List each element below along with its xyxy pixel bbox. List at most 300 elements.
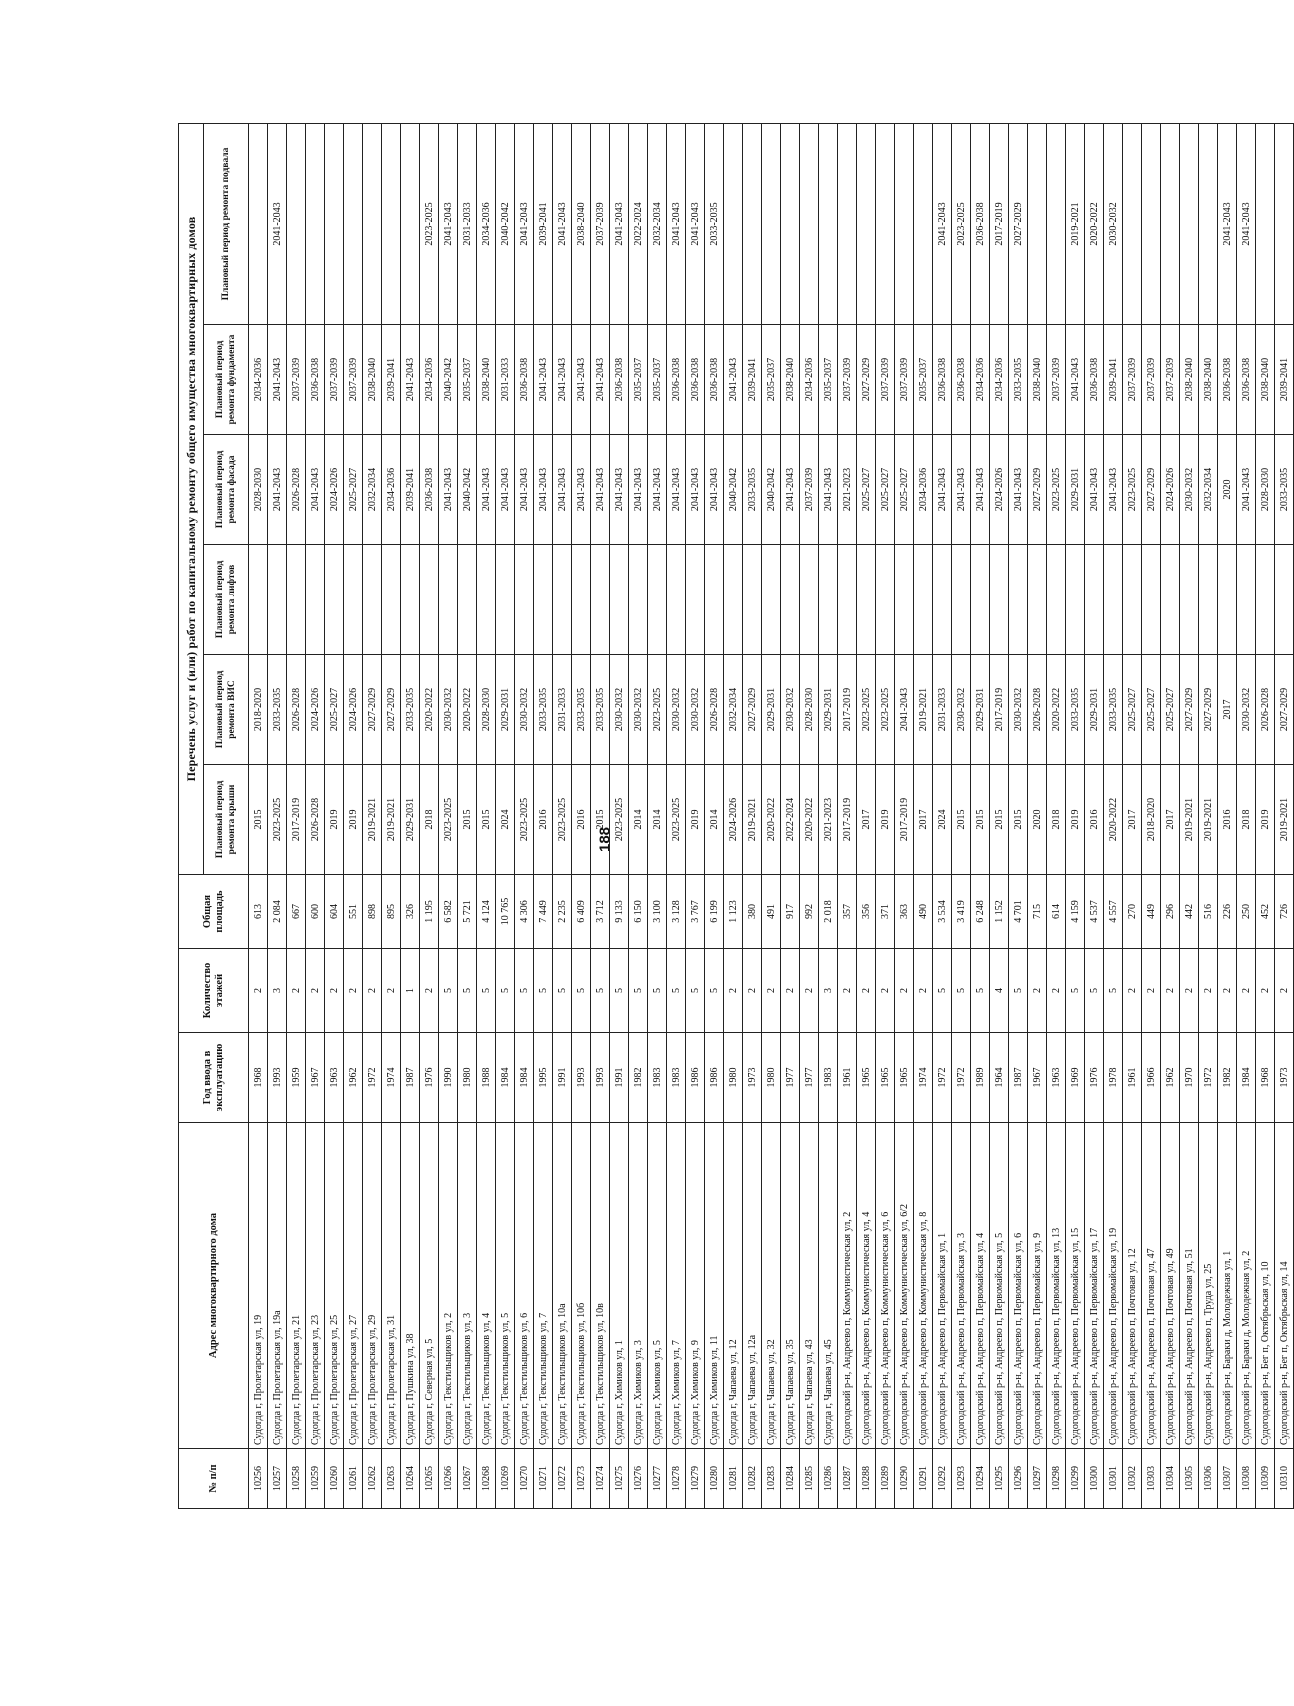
year-cell: 1976 <box>420 1033 439 1123</box>
area-cell: 5 721 <box>458 875 477 949</box>
floors-cell: 2 <box>1256 949 1275 1033</box>
facade-cell: 2041-2043 <box>819 435 838 545</box>
table-row <box>933 123 952 1508</box>
facade-cell: 2028-2030 <box>249 435 268 545</box>
facade-cell: 2041-2043 <box>534 435 553 545</box>
lifts-cell <box>458 545 477 655</box>
year-cell: 1984 <box>515 1033 534 1123</box>
roof-cell: 2029-2031 <box>401 765 420 875</box>
header-address: Адрес многоквартирного дома <box>179 1123 249 1449</box>
floors-cell: 5 <box>496 949 515 1033</box>
floors-cell: 5 <box>686 949 705 1033</box>
year-cell: 1977 <box>781 1033 800 1123</box>
address-cell: Судогда г, Текстильщиков ул, 6 <box>515 1123 534 1449</box>
address-cell: Судогда г, Химиков ул, 11 <box>705 1123 724 1449</box>
floors-cell: 5 <box>1085 949 1104 1033</box>
area-cell: 715 <box>1028 875 1047 949</box>
table-row <box>344 123 363 1508</box>
address-cell: Судогодский р-н, Андреево п, Первомайская ул, 5 <box>990 1123 1009 1449</box>
floors-cell: 5 <box>458 949 477 1033</box>
floors-cell: 2 <box>1028 949 1047 1033</box>
area-cell: 6 409 <box>572 875 591 949</box>
year-cell: 1995 <box>534 1033 553 1123</box>
year-cell: 1977 <box>800 1033 819 1123</box>
facade-cell: 2023-2025 <box>1047 435 1066 545</box>
floors-cell: 2 <box>363 949 382 1033</box>
vis-cell: 2026-2028 <box>1028 655 1047 765</box>
lifts-cell <box>1104 545 1123 655</box>
table-row <box>382 123 401 1508</box>
basement-cell <box>724 123 743 324</box>
year-cell: 1965 <box>895 1033 914 1123</box>
floors-cell: 2 <box>1047 949 1066 1033</box>
foundation-cell: 2036-2038 <box>952 325 971 435</box>
roof-cell: 2015 <box>952 765 971 875</box>
roof-cell: 2017 <box>1161 765 1180 875</box>
lifts-cell <box>667 545 686 655</box>
foundation-cell: 2035-2037 <box>914 325 933 435</box>
facade-cell: 2040-2042 <box>762 435 781 545</box>
vis-cell: 2029-2031 <box>971 655 990 765</box>
basement-cell <box>1047 123 1066 324</box>
lifts-cell <box>553 545 572 655</box>
foundation-cell: 2027-2029 <box>857 325 876 435</box>
area-cell: 452 <box>1256 875 1275 949</box>
vis-cell: 2033-2035 <box>1104 655 1123 765</box>
area-cell: 917 <box>781 875 800 949</box>
address-cell: Судогда г, Текстильщиков ул, 7 <box>534 1123 553 1449</box>
roof-cell: 2015 <box>990 765 1009 875</box>
year-cell: 1980 <box>762 1033 781 1123</box>
basement-cell <box>249 123 268 324</box>
header-area: Общая площадь <box>179 875 249 949</box>
year-cell: 1991 <box>610 1033 629 1123</box>
table-row <box>1275 123 1294 1508</box>
floors-cell: 2 <box>287 949 306 1033</box>
area-cell: 3 128 <box>667 875 686 949</box>
facade-cell: 2025-2027 <box>895 435 914 545</box>
floors-cell: 2 <box>1161 949 1180 1033</box>
foundation-cell: 2039-2041 <box>1104 325 1123 435</box>
address-cell: Судогодский р-н, Андреево п, Почтовая ул, 49 <box>1161 1123 1180 1449</box>
floors-cell: 5 <box>1009 949 1028 1033</box>
page-number: 188 <box>596 826 614 852</box>
num-cell: 10276 <box>629 1449 648 1509</box>
area-cell: 604 <box>325 875 344 949</box>
area-cell: 442 <box>1180 875 1199 949</box>
basement-cell <box>781 123 800 324</box>
foundation-cell: 2035-2037 <box>648 325 667 435</box>
foundation-cell: 2037-2039 <box>287 325 306 435</box>
basement-cell <box>1275 123 1294 324</box>
num-cell: 10277 <box>648 1449 667 1509</box>
year-cell: 1963 <box>325 1033 344 1123</box>
facade-cell: 2040-2042 <box>458 435 477 545</box>
lifts-cell <box>610 545 629 655</box>
table-row <box>724 123 743 1508</box>
vis-cell: 2033-2035 <box>401 655 420 765</box>
lifts-cell <box>876 545 895 655</box>
year-cell: 1982 <box>1218 1033 1237 1123</box>
facade-cell: 2041-2043 <box>705 435 724 545</box>
basement-cell <box>1028 123 1047 324</box>
lifts-cell <box>838 545 857 655</box>
lifts-cell <box>1275 545 1294 655</box>
year-cell: 1987 <box>1009 1033 1028 1123</box>
address-cell: Судогодский р-н, Бараки д, Молодежная ул, 2 <box>1237 1123 1256 1449</box>
basement-cell: 2041-2043 <box>933 123 952 324</box>
foundation-cell: 2038-2040 <box>477 325 496 435</box>
year-cell: 1987 <box>401 1033 420 1123</box>
num-cell: 10299 <box>1066 1449 1085 1509</box>
basement-cell <box>876 123 895 324</box>
num-cell: 10268 <box>477 1449 496 1509</box>
floors-cell: 5 <box>553 949 572 1033</box>
area-cell: 2 084 <box>268 875 287 949</box>
lifts-cell <box>648 545 667 655</box>
floors-cell: 2 <box>1199 949 1218 1033</box>
facade-cell: 2041-2043 <box>1104 435 1123 545</box>
roof-cell: 2019-2021 <box>1180 765 1199 875</box>
foundation-cell: 2036-2038 <box>667 325 686 435</box>
vis-cell: 2027-2029 <box>1199 655 1218 765</box>
foundation-cell: 2037-2039 <box>1123 325 1142 435</box>
basement-cell <box>838 123 857 324</box>
year-cell: 1983 <box>667 1033 686 1123</box>
num-cell: 10295 <box>990 1449 1009 1509</box>
basement-cell <box>914 123 933 324</box>
address-cell: Судогда г, Химиков ул, 1 <box>610 1123 629 1449</box>
foundation-cell: 2035-2037 <box>458 325 477 435</box>
table-row <box>1009 123 1028 1508</box>
lifts-cell <box>971 545 990 655</box>
lifts-cell <box>1066 545 1085 655</box>
address-cell: Судогодский р-н, Андреево п, Почтовая ул, 51 <box>1180 1123 1199 1449</box>
roof-cell: 2019 <box>325 765 344 875</box>
table-row <box>895 123 914 1508</box>
year-cell: 1964 <box>990 1033 1009 1123</box>
foundation-cell: 2041-2043 <box>534 325 553 435</box>
basement-cell <box>1123 123 1142 324</box>
roof-cell: 2019-2021 <box>1199 765 1218 875</box>
year-cell: 1993 <box>591 1033 610 1123</box>
roof-cell: 2023-2025 <box>515 765 534 875</box>
roof-cell: 2020 <box>1028 765 1047 875</box>
num-cell: 10281 <box>724 1449 743 1509</box>
vis-cell: 2025-2027 <box>325 655 344 765</box>
floors-cell: 5 <box>515 949 534 1033</box>
facade-cell: 2041-2043 <box>306 435 325 545</box>
foundation-cell: 2037-2039 <box>344 325 363 435</box>
facade-cell: 2041-2043 <box>933 435 952 545</box>
facade-cell: 2023-2025 <box>1123 435 1142 545</box>
table-row <box>686 123 705 1508</box>
basement-cell <box>857 123 876 324</box>
num-cell: 10309 <box>1256 1449 1275 1509</box>
vis-cell: 2018-2020 <box>249 655 268 765</box>
basement-cell: 2023-2025 <box>952 123 971 324</box>
roof-cell: 2020-2022 <box>762 765 781 875</box>
address-cell: Судогда г, Пролетарская ул, 31 <box>382 1123 401 1449</box>
vis-cell: 2030-2032 <box>952 655 971 765</box>
foundation-cell: 2034-2036 <box>971 325 990 435</box>
num-cell: 10271 <box>534 1449 553 1509</box>
facade-cell: 2029-2031 <box>1066 435 1085 545</box>
floors-cell: 2 <box>857 949 876 1033</box>
area-cell: 2 235 <box>553 875 572 949</box>
floors-cell: 1 <box>401 949 420 1033</box>
basement-cell: 2033-2035 <box>705 123 724 324</box>
foundation-cell: 2038-2040 <box>1028 325 1047 435</box>
lifts-cell <box>743 545 762 655</box>
area-cell: 614 <box>1047 875 1066 949</box>
rotated-page <box>178 124 1290 1509</box>
lifts-cell <box>325 545 344 655</box>
basement-cell <box>363 123 382 324</box>
roof-cell: 2026-2028 <box>306 765 325 875</box>
lifts-cell <box>895 545 914 655</box>
facade-cell: 2041-2043 <box>781 435 800 545</box>
basement-cell <box>1142 123 1161 324</box>
foundation-cell: 2036-2038 <box>1085 325 1104 435</box>
facade-cell: 2026-2028 <box>287 435 306 545</box>
facade-cell: 2036-2038 <box>420 435 439 545</box>
foundation-cell: 2036-2038 <box>1218 325 1237 435</box>
address-cell: Судогодский р-н, Андреево п, Первомайская ул, 3 <box>952 1123 971 1449</box>
vis-cell: 2024-2026 <box>344 655 363 765</box>
num-cell: 10307 <box>1218 1449 1237 1509</box>
year-cell: 1974 <box>382 1033 401 1123</box>
address-cell: Судогда г, Пушкина ул, 38 <box>401 1123 420 1449</box>
vis-cell: 2020-2022 <box>420 655 439 765</box>
year-cell: 1961 <box>1123 1033 1142 1123</box>
lifts-cell <box>591 545 610 655</box>
foundation-cell: 2033-2035 <box>1009 325 1028 435</box>
facade-cell: 2020 <box>1218 435 1237 545</box>
floors-cell: 2 <box>382 949 401 1033</box>
table-row <box>1104 123 1123 1508</box>
table-row <box>325 123 344 1508</box>
floors-cell: 3 <box>819 949 838 1033</box>
header-works-group: Перечень услуг и (или) работ по капитальному ремонту общего имущества многоквартирных домов <box>179 123 204 874</box>
area-cell: 4 159 <box>1066 875 1085 949</box>
roof-cell: 2019 <box>1066 765 1085 875</box>
year-cell: 1972 <box>363 1033 382 1123</box>
vis-cell: 2031-2033 <box>553 655 572 765</box>
lifts-cell <box>1047 545 1066 655</box>
area-cell: 449 <box>1142 875 1161 949</box>
num-cell: 10292 <box>933 1449 952 1509</box>
facade-cell: 2041-2043 <box>268 435 287 545</box>
address-cell: Судогда г, Чапаева ул, 12а <box>743 1123 762 1449</box>
num-cell: 10305 <box>1180 1449 1199 1509</box>
table-row <box>458 123 477 1508</box>
area-cell: 9 133 <box>610 875 629 949</box>
foundation-cell: 2041-2043 <box>268 325 287 435</box>
num-cell: 10267 <box>458 1449 477 1509</box>
num-cell: 10280 <box>705 1449 724 1509</box>
facade-cell: 2025-2027 <box>876 435 895 545</box>
address-cell: Судогодский р-н, Андреево п, Первомайская ул, 1 <box>933 1123 952 1449</box>
foundation-cell: 2035-2037 <box>629 325 648 435</box>
area-cell: 250 <box>1237 875 1256 949</box>
floors-cell: 2 <box>420 949 439 1033</box>
area-cell: 270 <box>1123 875 1142 949</box>
roof-cell: 2019 <box>1256 765 1275 875</box>
table-row <box>477 123 496 1508</box>
vis-cell: 2027-2029 <box>1275 655 1294 765</box>
lifts-cell <box>724 545 743 655</box>
vis-cell: 2024-2026 <box>306 655 325 765</box>
area-cell: 296 <box>1161 875 1180 949</box>
table-row <box>876 123 895 1508</box>
header-floors: Количество этажей <box>179 949 249 1033</box>
lifts-cell <box>496 545 515 655</box>
foundation-cell: 2040-2042 <box>439 325 458 435</box>
foundation-cell: 2037-2039 <box>1142 325 1161 435</box>
facade-cell: 2024-2026 <box>1161 435 1180 545</box>
basement-cell: 2041-2043 <box>686 123 705 324</box>
roof-cell: 2018 <box>420 765 439 875</box>
year-cell: 1976 <box>1085 1033 1104 1123</box>
table-row <box>648 123 667 1508</box>
foundation-cell: 2036-2038 <box>705 325 724 435</box>
num-cell: 10301 <box>1104 1449 1123 1509</box>
num-cell: 10287 <box>838 1449 857 1509</box>
roof-cell: 2015 <box>249 765 268 875</box>
roof-cell: 2023-2025 <box>610 765 629 875</box>
num-cell: 10285 <box>800 1449 819 1509</box>
floors-cell: 5 <box>667 949 686 1033</box>
foundation-cell: 2034-2036 <box>800 325 819 435</box>
lifts-cell <box>1237 545 1256 655</box>
area-cell: 4 701 <box>1009 875 1028 949</box>
num-cell: 10263 <box>382 1449 401 1509</box>
num-cell: 10296 <box>1009 1449 1028 1509</box>
address-cell: Судогодский р-н, Андреево п, Первомайская ул, 9 <box>1028 1123 1047 1449</box>
basement-cell <box>1180 123 1199 324</box>
vis-cell: 2028-2030 <box>800 655 819 765</box>
area-cell: 326 <box>401 875 420 949</box>
facade-cell: 2024-2026 <box>325 435 344 545</box>
lifts-cell <box>268 545 287 655</box>
num-cell: 10256 <box>249 1449 268 1509</box>
vis-cell: 2030-2032 <box>439 655 458 765</box>
address-cell: Судогодский р-н, Бараки д, Молодежная ул, 1 <box>1218 1123 1237 1449</box>
foundation-cell: 2039-2041 <box>382 325 401 435</box>
roof-cell: 2017 <box>1123 765 1142 875</box>
year-cell: 1990 <box>439 1033 458 1123</box>
roof-cell: 2022-2024 <box>781 765 800 875</box>
address-cell: Судогодский р-н, Андреево п, Первомайская ул, 4 <box>971 1123 990 1449</box>
facade-cell: 2039-2041 <box>401 435 420 545</box>
lifts-cell <box>1199 545 1218 655</box>
area-cell: 363 <box>895 875 914 949</box>
floors-cell: 2 <box>306 949 325 1033</box>
area-cell: 600 <box>306 875 325 949</box>
num-cell: 10298 <box>1047 1449 1066 1509</box>
year-cell: 1969 <box>1066 1033 1085 1123</box>
foundation-cell: 2038-2040 <box>1256 325 1275 435</box>
lifts-cell <box>306 545 325 655</box>
roof-cell: 2016 <box>572 765 591 875</box>
floors-cell: 2 <box>781 949 800 1033</box>
address-cell: Судогодский р-н, Андреево п, Коммунистическая ул, 8 <box>914 1123 933 1449</box>
foundation-cell: 2036-2038 <box>686 325 705 435</box>
roof-cell: 2019 <box>344 765 363 875</box>
basement-cell: 2041-2043 <box>1237 123 1256 324</box>
floors-cell: 4 <box>990 949 1009 1033</box>
basement-cell <box>1161 123 1180 324</box>
year-cell: 1961 <box>838 1033 857 1123</box>
table-row <box>515 123 534 1508</box>
area-cell: 2 018 <box>819 875 838 949</box>
vis-cell: 2026-2028 <box>287 655 306 765</box>
year-cell: 1963 <box>1047 1033 1066 1123</box>
vis-cell: 2027-2029 <box>363 655 382 765</box>
area-cell: 613 <box>249 875 268 949</box>
num-cell: 10266 <box>439 1449 458 1509</box>
year-cell: 1962 <box>344 1033 363 1123</box>
foundation-cell: 2036-2038 <box>1237 325 1256 435</box>
area-cell: 3 534 <box>933 875 952 949</box>
address-cell: Судогодский р-н, Андреево п, Первомайская ул, 19 <box>1104 1123 1123 1449</box>
address-cell: Судогда г, Пролетарская ул, 25 <box>325 1123 344 1449</box>
year-cell: 1967 <box>306 1033 325 1123</box>
year-cell: 1965 <box>876 1033 895 1123</box>
facade-cell: 2041-2043 <box>971 435 990 545</box>
roof-cell: 2023-2025 <box>667 765 686 875</box>
lifts-cell <box>534 545 553 655</box>
vis-cell: 2028-2030 <box>477 655 496 765</box>
year-cell: 1967 <box>1028 1033 1047 1123</box>
num-cell: 10259 <box>306 1449 325 1509</box>
vis-cell: 2026-2028 <box>705 655 724 765</box>
facade-cell: 2041-2043 <box>553 435 572 545</box>
area-cell: 4 124 <box>477 875 496 949</box>
foundation-cell: 2036-2038 <box>515 325 534 435</box>
basement-cell <box>344 123 363 324</box>
basement-cell <box>762 123 781 324</box>
lifts-cell <box>363 545 382 655</box>
table-row <box>1256 123 1275 1508</box>
num-cell: 10308 <box>1237 1449 1256 1509</box>
year-cell: 1968 <box>1256 1033 1275 1123</box>
address-cell: Судогда г, Текстильщиков ул, 10а <box>553 1123 572 1449</box>
num-cell: 10310 <box>1275 1449 1294 1509</box>
num-cell: 10279 <box>686 1449 705 1509</box>
area-cell: 6 582 <box>439 875 458 949</box>
header-lifts: Плановый период ремонта лифтов <box>204 545 249 655</box>
basement-cell: 2041-2043 <box>1218 123 1237 324</box>
table-row <box>781 123 800 1508</box>
address-cell: Судогда г, Химиков ул, 9 <box>686 1123 705 1449</box>
area-cell: 357 <box>838 875 857 949</box>
year-cell: 1993 <box>268 1033 287 1123</box>
num-cell: 10261 <box>344 1449 363 1509</box>
vis-cell: 2033-2035 <box>268 655 287 765</box>
basement-cell: 2041-2043 <box>553 123 572 324</box>
floors-cell: 2 <box>1142 949 1161 1033</box>
area-cell: 4 306 <box>515 875 534 949</box>
floors-cell: 5 <box>971 949 990 1033</box>
num-cell: 10304 <box>1161 1449 1180 1509</box>
num-cell: 10262 <box>363 1449 382 1509</box>
roof-cell: 2024-2026 <box>724 765 743 875</box>
address-cell: Судогда г, Чапаева ул, 45 <box>819 1123 838 1449</box>
facade-cell: 2034-2036 <box>382 435 401 545</box>
num-cell: 10273 <box>572 1449 591 1509</box>
